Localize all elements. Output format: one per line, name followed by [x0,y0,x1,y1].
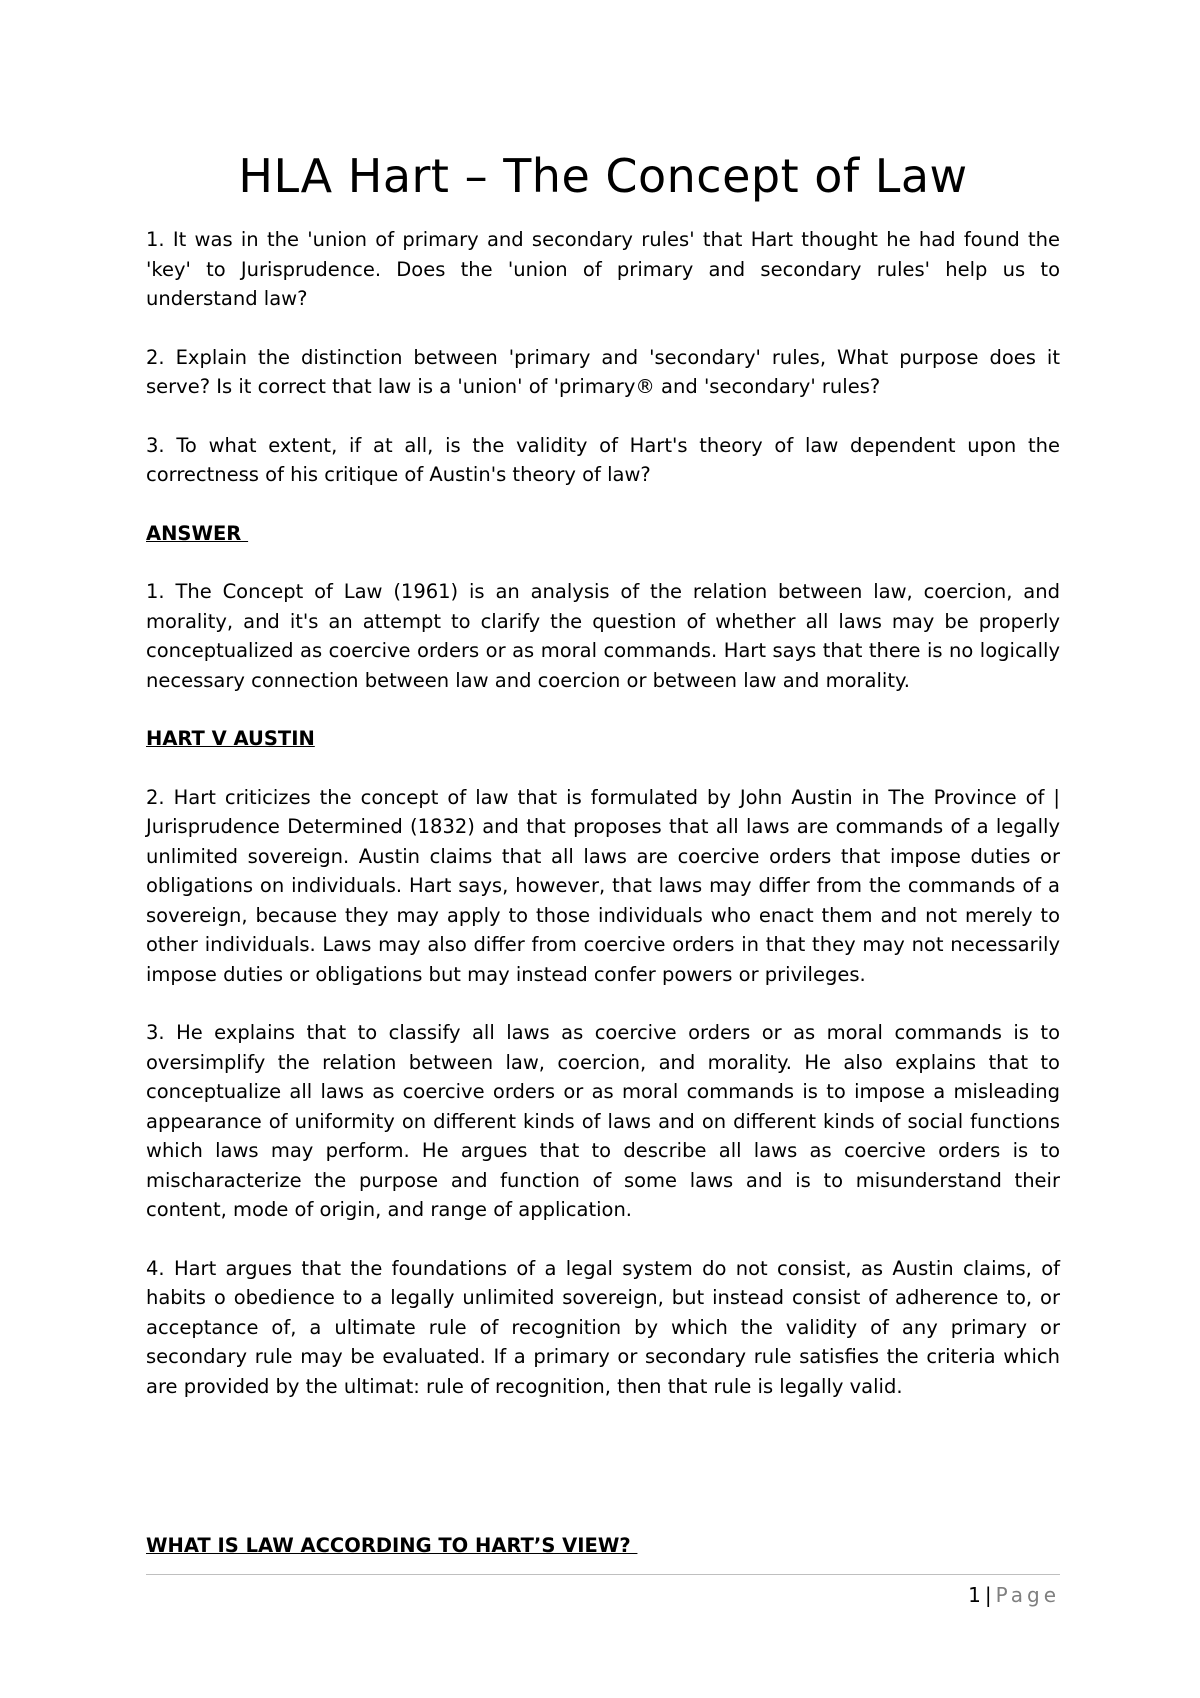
document-title: HLA Hart – The Concept of Law [238,149,968,203]
closing-heading: WHAT IS LAW ACCORDING TO HART’S VIEW? [146,1534,638,1557]
section-paragraph: 4. Hart argues that the foundations of a legal system do not consist, as Austin claims, of habits o obedience to a legally unlimited sovereign, but instead consist of adherence to, or acceptance of, a ultimate rule of recognition by which the validity of any primary or secondary rule may be evaluated. If a primary or secondary rule satisfies the criteria which are provided by the ultimat: rule of recognition, then that rule is legally valid. [146,1256,1060,1398]
page-separator: | [984,1583,992,1607]
answer-paragraph: 1. The Concept of Law (1961) is an analysis of the relation between law, coercion, and morality, and it's an attempt to clarify the question of whether all laws may be properly conceptualized as coercive orders or as moral commands. Hart says that there is no logically necessary connection between law and coercion or between law and morality. [146,580,1060,692]
question-paragraph: 1. It was in the 'union of primary and secondary rules' that Hart thought he had found the 'key' to Jurisprudence. Does the 'union of primary and secondary rules' help us to understand law? [146,228,1060,310]
footer-divider [146,1574,1060,1575]
page-footer [968,1580,1060,1610]
section-paragraph: 3. He explains that to classify all laws as coercive orders or as moral commands is to oversimplify the relation between law, coercion, and morality. He also explains that to conceptualize all laws as coercive orders or as moral commands is to impose a misleading appearance of uniformity on different kinds of laws and on different kinds of social functions which laws may perform. He argues that to describe all laws as coercive orders is to mischaracterize the purpose and function of some laws and is to misunderstand their content, mode of origin, and range of application. [146,1021,1060,1221]
section-heading-hart-v-austin: HART V AUSTIN [146,727,315,750]
page-label: Page [995,1583,1060,1607]
section-paragraph: 2. Hart criticizes the concept of law that is formulated by John Austin in The Province of | Jurisprudence Determined (1832) and that proposes that all laws are commands of a legally unlimited sovereign. Austin claims that all laws are coercive orders that impose duties or obligations on individuals. Hart says, however, that laws may differ from the commands of a sovereign, because they may apply to those individuals who enact them and not merely to other individuals. Laws may also differ from coercive orders in that they may not necessarily impose duties or obligations but may instead confer powers or privileges. [146,785,1060,986]
question-paragraph: 2. Explain the distinction between 'primary and 'secondary' rules, What purpose does it serve? Is it correct that law is a 'union' of 'primary® and 'secondary' rules? [146,345,1060,398]
question-paragraph: 3. To what extent, if at all, is the validity of Hart's theory of law dependent upon the correctness of his critique of Austin's theory of law? [146,433,1060,486]
document-body [146,146,1060,1430]
answer-heading: ANSWER [146,521,249,545]
page-number: 1 [968,1583,981,1607]
